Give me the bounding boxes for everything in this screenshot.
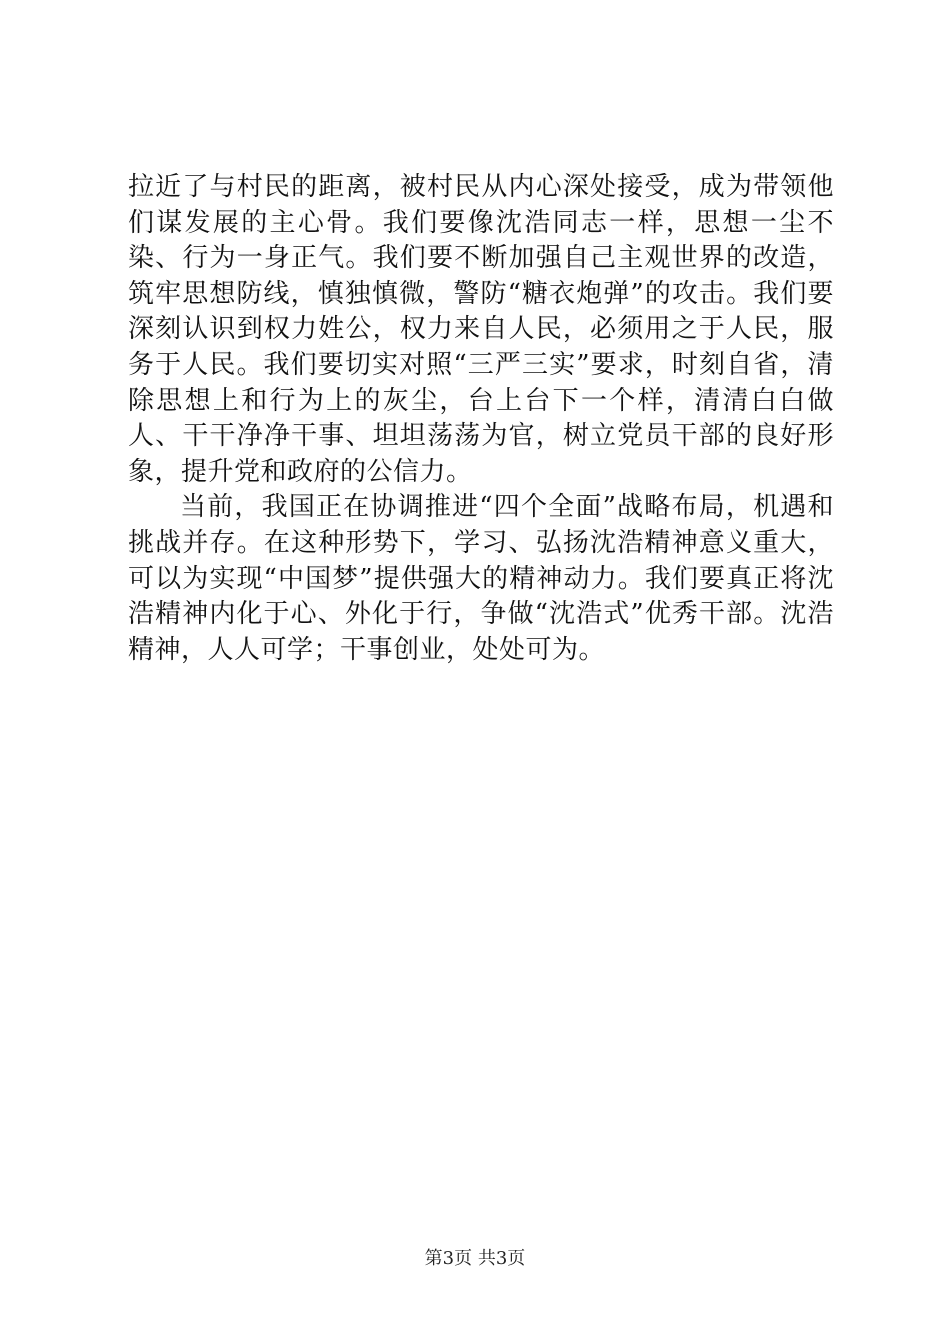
document-body bbox=[128, 170, 834, 668]
paragraph-conclusion: 当前，我国正在协调推进“四个全面”战略布局，机遇和挑战并存。在这种形势下，学习、弘扬沈浩精神意义重大，可以为实现“中国梦”提供强大的精神动力。我们要真正将沈浩精神内化于心、外化于行，争做“沈浩式”优秀干部。沈浩精神，人人可学；干事创业，处处可为。 bbox=[128, 492, 834, 665]
page-footer bbox=[0, 1244, 950, 1270]
page-number-label: 第3页 共3页 bbox=[424, 1248, 526, 1269]
paragraph-continuation: 拉近了与村民的距离，被村民从内心深处接受，成为带领他们谋发展的主心骨。我们要像沈浩同志一样，思想一尘不染、行为一身正气。我们要不断加强自己主观世界的改造，筑牢思想防线，慎独慎微，警防“糖衣炮弹”的攻击。我们要深刻认识到权力姓公，权力来自人民，必须用之于人民，服务于人民。我们要切实对照“三严三实”要求，时刻自省，清除思想上和行为上的灰尘，台上台下一个样，清清白白做人、干干净净干事、坦坦荡荡为官，树立党员干部的良好形象，提升党和政府的公信力。 bbox=[128, 172, 834, 487]
